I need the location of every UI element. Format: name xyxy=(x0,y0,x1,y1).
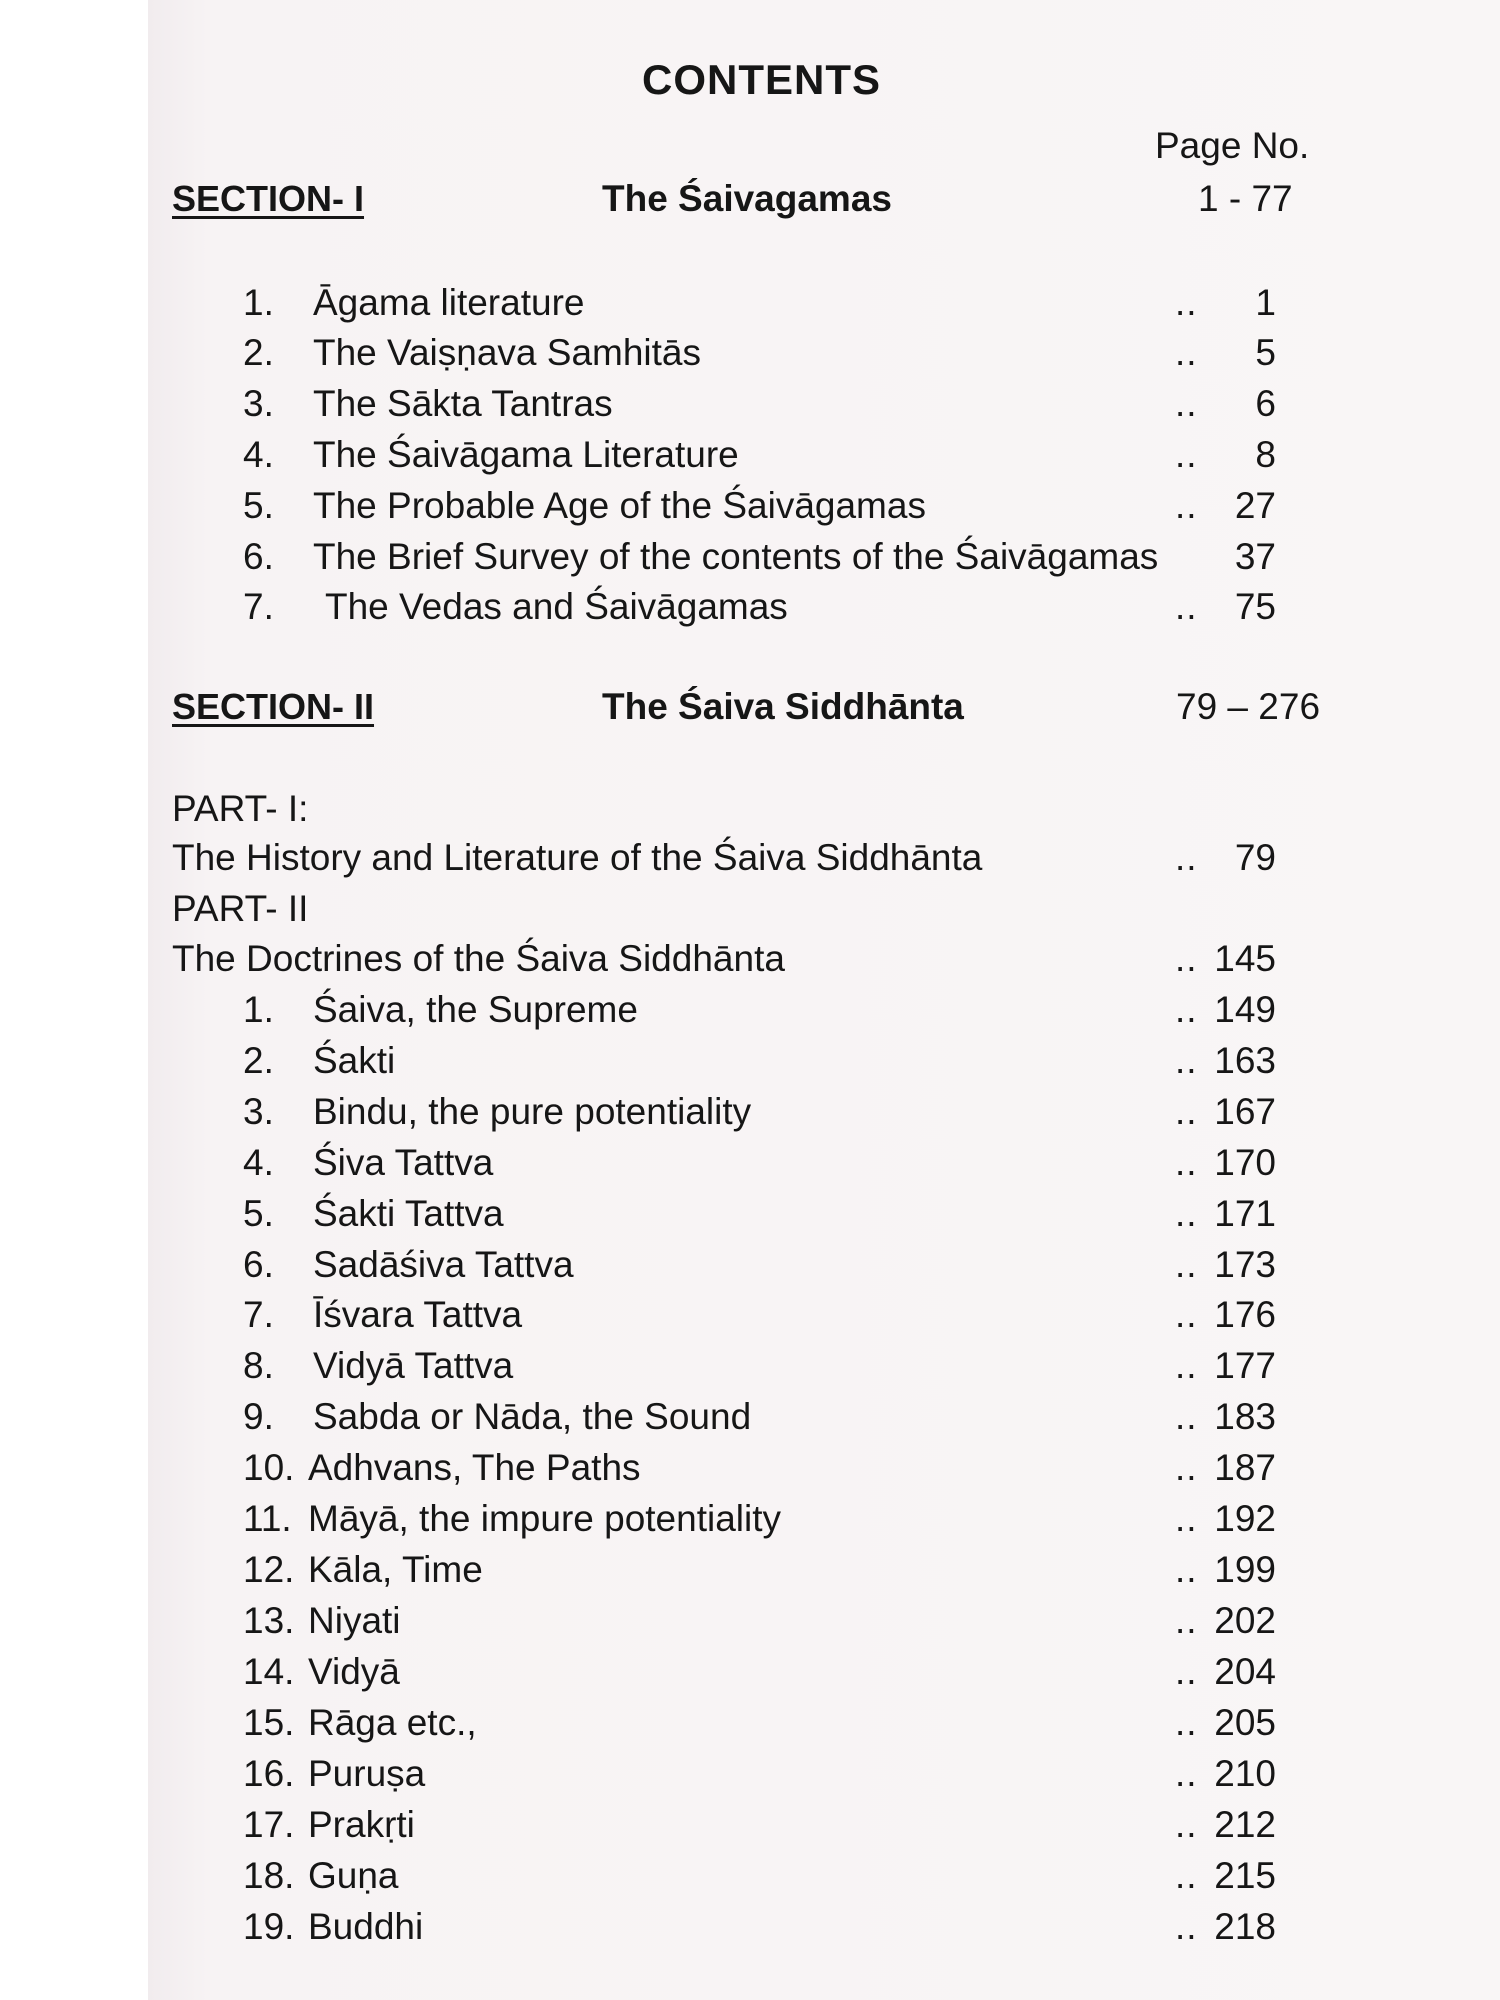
toc-entry-number: 9. xyxy=(243,1396,274,1437)
toc-entry-page: 1 xyxy=(1255,282,1276,323)
toc-entry-page: 5 xyxy=(1255,332,1276,373)
toc-entry-number: 4. xyxy=(243,434,274,475)
toc-entry-page: 167 xyxy=(1214,1091,1276,1132)
toc-entry-number: 7. xyxy=(243,1294,274,1335)
toc-entry-number: 16. xyxy=(243,1753,295,1794)
toc-entry-number: 15. xyxy=(243,1702,295,1743)
toc-entry-leader: .. xyxy=(1175,1040,1198,1081)
toc-entry-leader: .. xyxy=(1175,434,1198,475)
toc-entry-title: Āgama literature xyxy=(313,282,585,323)
toc-entry-page: 215 xyxy=(1214,1855,1276,1896)
toc-entry-number: 3. xyxy=(243,383,274,424)
toc-entry-leader: .. xyxy=(1175,1855,1198,1896)
toc-entry-page: 75 xyxy=(1234,586,1276,627)
part-1-page: 79 xyxy=(1234,837,1276,878)
toc-entry-page: 210 xyxy=(1214,1753,1276,1794)
toc-entry-number: 1. xyxy=(243,282,274,323)
toc-entry-number: 17. xyxy=(243,1804,295,1845)
toc-entry-page: 176 xyxy=(1214,1294,1276,1335)
section-1-title: The Śaivagamas xyxy=(602,178,892,219)
toc-entry-leader: .. xyxy=(1175,282,1198,323)
toc-entry-page: 149 xyxy=(1214,989,1276,1030)
toc-entry-page: 204 xyxy=(1214,1651,1276,1692)
toc-entry-leader: .. xyxy=(1175,1142,1198,1183)
toc-entry-page: 27 xyxy=(1234,485,1276,526)
toc-entry-leader: .. xyxy=(1175,332,1198,373)
toc-entry-page: 199 xyxy=(1214,1549,1276,1590)
toc-entry-leader: .. xyxy=(1175,1549,1198,1590)
toc-entry-leader: .. xyxy=(1175,1753,1198,1794)
toc-entry-title: Rāga etc., xyxy=(308,1702,477,1743)
toc-entry-page: 6 xyxy=(1255,383,1276,424)
toc-entry-page: 205 xyxy=(1214,1702,1276,1743)
toc-entry-leader: .. xyxy=(1175,586,1198,627)
toc-entry-title: Sadāśiva Tattva xyxy=(313,1244,574,1285)
toc-entry-leader: .. xyxy=(1175,1600,1198,1641)
toc-entry-title: The Sākta Tantras xyxy=(313,383,613,424)
toc-entry-page: 192 xyxy=(1214,1498,1276,1539)
toc-entry-title: Guṇa xyxy=(308,1855,399,1896)
toc-entry-number: 12. xyxy=(243,1549,295,1590)
toc-entry-page: 37 xyxy=(1234,536,1276,577)
toc-entry-leader: .. xyxy=(1175,1244,1198,1285)
toc-entry-title: The Vedas and Śaivāgamas xyxy=(325,586,788,627)
toc-entry-leader: .. xyxy=(1175,1396,1198,1437)
toc-entry-title: The Vaiṣṇava Samhitās xyxy=(313,332,702,373)
page-no-label: Page No. xyxy=(1155,125,1310,166)
toc-entry-page: 163 xyxy=(1214,1040,1276,1081)
part-1-title: The History and Literature of the Śaiva Siddhānta xyxy=(172,837,983,878)
toc-entry-number: 13. xyxy=(243,1600,295,1641)
toc-entry-page: 183 xyxy=(1214,1396,1276,1437)
toc-entry-page: 202 xyxy=(1214,1600,1276,1641)
toc-entry-title: Vidyā Tattva xyxy=(313,1345,514,1386)
toc-entry-title: Śakti Tattva xyxy=(313,1193,504,1234)
part-2-leader: .. xyxy=(1175,938,1198,979)
toc-entry-leader: .. xyxy=(1175,1447,1198,1488)
toc-entry-page: 218 xyxy=(1214,1906,1276,1947)
toc-entry-number: 14. xyxy=(243,1651,295,1692)
contents-heading: CONTENTS xyxy=(642,56,881,103)
toc-entry-title: Adhvans, The Paths xyxy=(308,1447,641,1488)
section-1-range: 1 - 77 xyxy=(1198,178,1293,219)
toc-entry-title: Puruṣa xyxy=(308,1753,426,1794)
toc-entry-leader: .. xyxy=(1175,1294,1198,1335)
toc-entry-number: 5. xyxy=(243,485,274,526)
section-2-label: SECTION- II xyxy=(172,686,375,727)
toc-entry-leader: .. xyxy=(1175,1906,1198,1947)
toc-entry-page: 171 xyxy=(1214,1193,1276,1234)
toc-entry-title: Vidyā xyxy=(308,1651,400,1692)
toc-entry-title: The Śaivāgama Literature xyxy=(313,434,739,475)
section-2-title: The Śaiva Siddhānta xyxy=(602,686,964,727)
toc-entry-title: Kāla, Time xyxy=(308,1549,483,1590)
toc-entry-leader: .. xyxy=(1175,1702,1198,1743)
toc-entry-page: 187 xyxy=(1214,1447,1276,1488)
toc-entry-title: Māyā, the impure potentiality xyxy=(308,1498,782,1539)
part-1-leader: .. xyxy=(1175,837,1198,878)
toc-entry-leader: .. xyxy=(1175,989,1198,1030)
toc-entry-title: Niyati xyxy=(308,1600,401,1641)
toc-entry-number: 6. xyxy=(243,536,274,577)
toc-entry-number: 18. xyxy=(243,1855,295,1896)
toc-entry-title: Śakti xyxy=(313,1040,396,1081)
toc-entry-leader: .. xyxy=(1175,1091,1198,1132)
toc-entry-number: 1. xyxy=(243,989,274,1030)
toc-entry-title: Prakṛti xyxy=(308,1804,415,1845)
toc-entry-leader: .. xyxy=(1175,485,1198,526)
part-2-title: The Doctrines of the Śaiva Siddhānta xyxy=(172,938,785,979)
toc-entry-page: 8 xyxy=(1255,434,1276,475)
toc-entry-number: 11. xyxy=(243,1498,292,1539)
toc-entry-title: The Brief Survey of the contents of the Śaivāgamas xyxy=(313,536,1159,577)
toc-entry-number: 8. xyxy=(243,1345,274,1386)
toc-entry-leader: .. xyxy=(1175,1345,1198,1386)
toc-entry-title: Sabda or Nāda, the Sound xyxy=(313,1396,752,1437)
part-2-label: PART- II xyxy=(172,888,309,929)
part-2-page: 145 xyxy=(1214,938,1276,979)
toc-entry-title: Śiva Tattva xyxy=(313,1142,494,1183)
section-2-range: 79 – 276 xyxy=(1176,686,1321,727)
toc-entry-page: 212 xyxy=(1214,1804,1276,1845)
toc-entry-number: 7. xyxy=(243,586,274,627)
toc-entry-number: 6. xyxy=(243,1244,274,1285)
toc-entry-leader: .. xyxy=(1175,383,1198,424)
toc-entry-title: Śaiva, the Supreme xyxy=(313,989,638,1030)
part-1-label: PART- I: xyxy=(172,788,309,829)
toc-entry-number: 4. xyxy=(243,1142,274,1183)
toc-entry-number: 10. xyxy=(243,1447,295,1488)
toc-entry-title: The Probable Age of the Śaivāgamas xyxy=(313,485,926,526)
toc-entry-number: 19. xyxy=(243,1906,295,1947)
toc-entry-number: 2. xyxy=(243,332,274,373)
toc-entry-title: Bindu, the pure potentiality xyxy=(313,1091,752,1132)
toc-entry-number: 3. xyxy=(243,1091,274,1132)
toc-entry-leader: .. xyxy=(1175,1804,1198,1845)
toc-entry-page: 177 xyxy=(1214,1345,1276,1386)
toc-entry-title: Īśvara Tattva xyxy=(313,1294,523,1335)
section-1-label: SECTION- I xyxy=(172,178,365,219)
toc-entry-number: 5. xyxy=(243,1193,274,1234)
toc-entry-page: 170 xyxy=(1214,1142,1276,1183)
toc-entry-page: 173 xyxy=(1214,1244,1276,1285)
toc-entry-title: Buddhi xyxy=(308,1906,424,1947)
toc-entry-leader: .. xyxy=(1175,1498,1198,1539)
toc-entry-number: 2. xyxy=(243,1040,274,1081)
toc-entry-leader: .. xyxy=(1175,1651,1198,1692)
toc-entry-leader: .. xyxy=(1175,1193,1198,1234)
